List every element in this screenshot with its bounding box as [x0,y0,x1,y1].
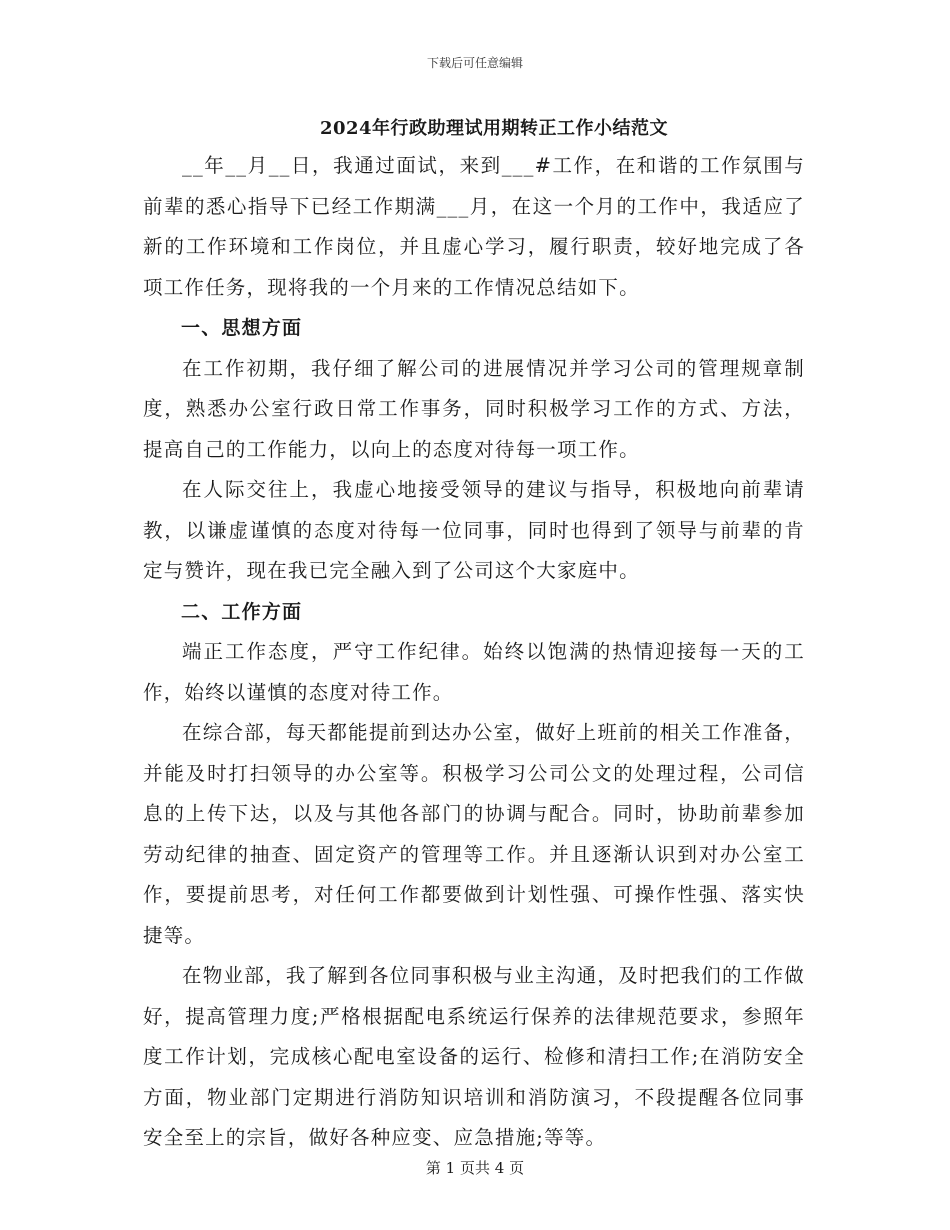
paragraph-thought-2: 在人际交往上，我虚心地接受领导的建议与指导，积极地向前辈请教，以谦虚谨慎的态度对待每一位同事，同时也得到了领导与前辈的肯定与赞许，现在我已完全融入到了公司这个大家庭中。 [143,478,805,582]
page-number: 第 1 页共 4 页 [425,1159,525,1177]
paragraph-work-3: 在物业部，我了解到各位同事积极与业主沟通，及时把我们的工作做好，提高管理力度;严格根据配电系统运行保养的法律规范要求，参照年度工作计划，完成核心配电室设备的运行、检修和清扫工作;在消防安全方面，物业部门定期进行消防知识培训和消防演习，不段提醒各位同事安全至上的宗旨，做好各种应变、应急措施;等等。 [143,964,805,1149]
paragraph-work-2: 在综合部，每天都能提前到达办公室，做好上班前的相关工作准备，并能及时打扫领导的办公室等。积极学习公司公文的处理过程，公司信息的上传下达，以及与其他各部门的协调与配合。同时，协助前辈参加劳动纪律的抽查、固定资产的管理等工作。并且逐渐认识到对办公室工作，要提前思考，对任何工作都要做到计划性强、可操作性强、落实快捷等。 [143,721,805,947]
header-note: 下载后可任意编辑 [426,56,523,70]
section-heading-work: 二、工作方面 [181,600,303,623]
section-heading-thought: 一、思想方面 [181,317,303,339]
intro-paragraph: __年__月__日，我通过面试，来到___#工作，在和谐的工作氛围与前辈的悉心指导下已经工作期满___月，在这一个月的工作中，我适应了新的工作环境和工作岗位，并且虚心学习，履行职责，较好地完成了各项工作任务，现将我的一个月来的工作情况总结如下。 [143,154,805,299]
paragraph-work-1: 端正工作态度，严守工作纪律。始终以饱满的热情迎接每一天的工作，始终以谨慎的态度对待工作。 [143,640,805,704]
document-title: 2024年行政助理试用期转正工作小结范文 [319,118,669,139]
paragraph-thought-1: 在工作初期，我仔细了解公司的进展情况并学习公司的管理规章制度，熟悉办公室行政日常工作事务，同时积极学习工作的方式、方法，提高自己的工作能力，以向上的态度对待每一项工作。 [143,356,805,461]
document-body [143,112,805,1159]
